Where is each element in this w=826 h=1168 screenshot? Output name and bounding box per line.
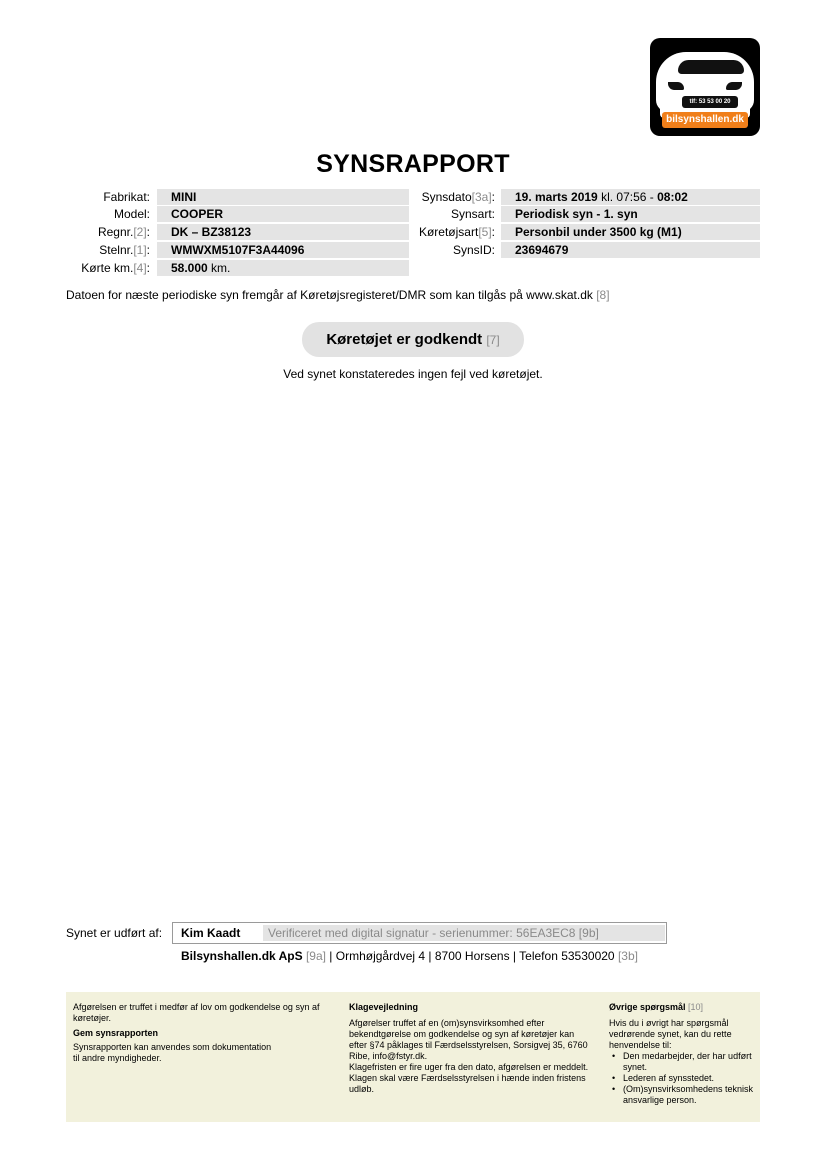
complaints-heading: Klagevejledning	[349, 1002, 419, 1012]
company-info: Bilsynshallen.dk ApS [9a] | Ormhøjgårdvej 4 | 8700 Horsens | Telefon 53530020 [3b]	[181, 949, 638, 963]
km-label: Kørte km.[4]:	[81, 261, 150, 275]
type-value: Periodisk syn - 1. syn	[501, 206, 760, 222]
vehicle-type-ref: [5]	[478, 225, 492, 239]
vin-ref: [1]	[133, 243, 147, 257]
date-ref: [3a]	[471, 190, 492, 204]
vin-value: WMWXM5107F3A44096	[157, 242, 409, 258]
footer-legal	[73, 1002, 323, 1064]
complaints-text-1: Afgørelser truffet af en (om)synsvirksomhed efter bekendtgørelse om godkendelse og syn af køretøjer kan efter §74 påklages til Færdselsstyrelsen, Sorsigvej 35, 6760 Ribe, info@fstyr.dk.	[349, 1018, 588, 1061]
model-value: COOPER	[157, 206, 409, 222]
reg-label: Regnr.[2]:	[97, 225, 150, 239]
questions-heading: Øvrige spørgsmål [10]	[609, 1002, 704, 1012]
date-label: Synsdato[3a]:	[421, 190, 495, 204]
legal-text: Afgørelsen er truffet i medfør af lov om godkendelse og syn af køretøjer.	[73, 1002, 320, 1023]
vehicle-type-label: Køretøjsart[5]:	[418, 225, 495, 239]
approval-status: Køretøjet er godkendt [7]	[302, 322, 524, 357]
company-logo	[650, 38, 760, 136]
vehicle-type-value: Personbil under 3500 kg (M1)	[501, 224, 760, 240]
page-title: SYNSRAPPORT	[316, 150, 510, 178]
make-value: MINI	[157, 189, 409, 205]
list-item: • Lederen af synsstedet.	[609, 1073, 754, 1084]
logo-brand-text: bilsynshallen.dk	[662, 112, 748, 128]
inspector-name: Kim Kaadt	[181, 926, 241, 940]
save-report-text-2: til andre myndigheder.	[73, 1053, 162, 1063]
list-item: • Den medarbejder, der har udført synet.	[609, 1051, 754, 1073]
car-icon	[656, 52, 754, 112]
date-value: 19. marts 2019 kl. 07:56 - 08:02	[501, 189, 760, 205]
model-label: Model:	[113, 207, 150, 221]
list-item: • (Om)synsvirksomhedens teknisk ansvarlige person.	[609, 1084, 754, 1106]
contact-list	[609, 1051, 754, 1106]
reg-value: DK – BZ38123	[157, 224, 409, 240]
footer-complaints	[349, 1002, 589, 1095]
questions-intro: Hvis du i øvrigt har spørgsmål vedrørende synet, kan du rette henvendelse til:	[609, 1018, 732, 1050]
save-report-heading: Gem synsrapporten	[73, 1028, 159, 1038]
reg-ref: [2]	[133, 225, 147, 239]
address-ref: [3b]	[617, 949, 638, 963]
footer-questions	[609, 1002, 754, 1106]
approval-ref: [7]	[486, 333, 500, 347]
note-ref: [8]	[596, 288, 610, 302]
footer-info	[66, 992, 760, 1122]
type-label: Synsart:	[450, 207, 495, 221]
next-inspection-note: Datoen for næste periodiske syn fremgår af Køretøjsregisteret/DMR som kan tilgås på www.skat.dk [8]	[66, 288, 610, 302]
vin-label: Stelnr.[1]:	[99, 243, 150, 257]
km-value: 58.000 km.	[157, 260, 409, 276]
km-ref: [4]	[133, 261, 147, 275]
signature-verification: Verificeret med digital signatur - serienummer: 56EA3EC8 [9b]	[263, 925, 665, 941]
questions-ref: [10]	[688, 1002, 704, 1012]
make-label: Fabrikat:	[103, 190, 150, 204]
id-value: 23694679	[501, 242, 760, 258]
company-ref: [9a]	[305, 949, 326, 963]
signature-label: Synet er udført af:	[66, 926, 163, 940]
save-report-text-1: Synsrapporten kan anvendes som dokumentation	[73, 1042, 272, 1052]
signature-box	[172, 922, 667, 944]
logo-plate-text: tlf: 53 53 00 20	[682, 96, 738, 108]
result-detail: Ved synet konstateredes ingen fejl ved køretøjet.	[283, 367, 543, 381]
complaints-text-2: Klagefristen er fire uger fra den dato, afgørelsen er meddelt. Klagen skal være Færdselsstyrelsen i hænde inden fristens udløb.	[349, 1062, 589, 1094]
id-label: SynsID:	[452, 243, 495, 257]
